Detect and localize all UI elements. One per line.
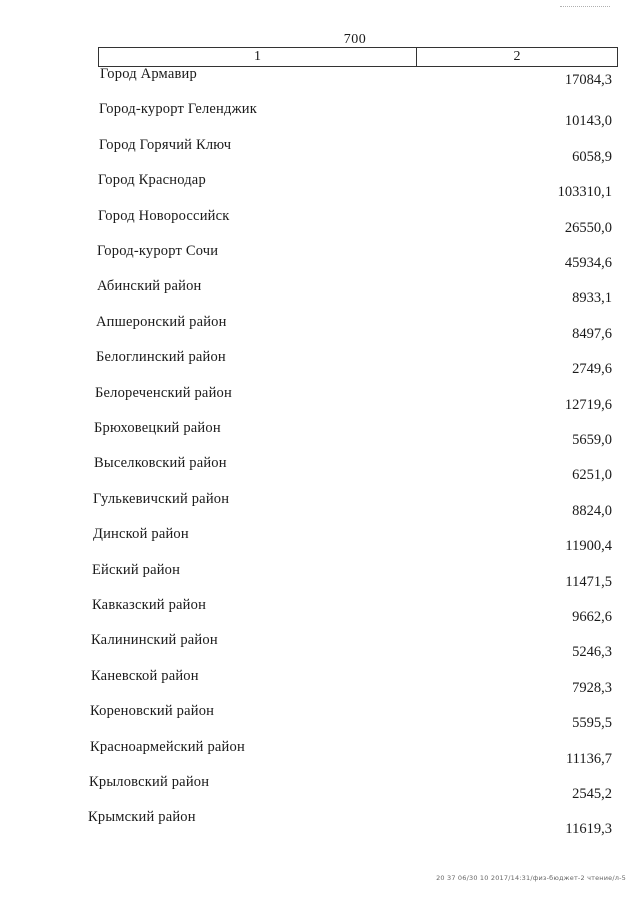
amount-value: 10143,0 xyxy=(564,113,612,130)
amount-value: 5595,5 xyxy=(572,715,612,732)
amount-value: 26550,0 xyxy=(564,219,612,236)
district-name: Брюховецкий район xyxy=(94,420,221,436)
amount-value: 2545,2 xyxy=(572,786,612,802)
table-row xyxy=(0,738,640,767)
table-row xyxy=(0,809,640,838)
amount-value: 9662,6 xyxy=(572,609,612,625)
amount-value: 11471,5 xyxy=(565,573,612,590)
table-row xyxy=(0,349,640,378)
table-row xyxy=(0,243,640,271)
amount-value: 7928,3 xyxy=(572,679,612,696)
amount-value: 8824,0 xyxy=(572,502,612,519)
table-row xyxy=(0,66,640,86)
amount-value: 5246,3 xyxy=(572,644,612,661)
table-row xyxy=(0,561,640,590)
page-number: 700 xyxy=(343,32,367,47)
amount-value: 8933,1 xyxy=(572,290,612,307)
amount-value: 8497,6 xyxy=(572,325,612,342)
district-name: Выселковский район xyxy=(94,455,227,472)
district-name: Белоглинский район xyxy=(96,349,226,366)
district-name: Город-курорт Геленджик xyxy=(99,101,258,118)
amount-value: 2749,6 xyxy=(572,361,612,378)
table-row xyxy=(0,384,640,413)
district-name: Город Армавир xyxy=(100,66,197,82)
district-name: Город Краснодар xyxy=(98,172,206,189)
table-row xyxy=(0,455,640,484)
amount-value: 12719,6 xyxy=(564,396,612,413)
district-name: Крымский район xyxy=(88,809,196,826)
amount-value: 5659,0 xyxy=(572,432,612,448)
amount-value: 6058,9 xyxy=(572,148,612,165)
table-row xyxy=(0,101,640,130)
district-name: Город Новороссийск xyxy=(98,207,230,224)
district-name: Гулькевичский район xyxy=(93,490,230,507)
district-name: Динской район xyxy=(93,526,189,543)
table-row xyxy=(0,136,640,165)
table-row xyxy=(0,172,640,201)
district-name: Кореновский район xyxy=(90,703,215,720)
table-row xyxy=(0,313,640,342)
district-name: Город Горячий Ключ xyxy=(99,136,232,153)
table-row xyxy=(0,597,640,625)
district-name: Калининский район xyxy=(91,632,218,649)
amount-value: 17084,3 xyxy=(564,72,612,88)
table-row xyxy=(0,632,640,661)
district-name: Белореченский район xyxy=(95,384,232,401)
district-name: Абинский район xyxy=(97,278,202,295)
table-row xyxy=(0,278,640,307)
column-header-2: 2 xyxy=(513,49,521,64)
district-name: Кавказский район xyxy=(92,597,207,613)
district-name: Красноармейский район xyxy=(90,738,245,755)
column-header-1: 1 xyxy=(99,48,417,66)
district-name: Город-курорт Сочи xyxy=(97,243,219,259)
table-row xyxy=(0,207,640,236)
district-name: Апшеронский район xyxy=(96,313,227,330)
district-name: Ейский район xyxy=(92,561,181,578)
table-row xyxy=(0,774,640,802)
amount-value: 45934,6 xyxy=(564,255,612,271)
table-row xyxy=(0,526,640,555)
district-name: Крыловский район xyxy=(89,774,210,790)
amount-value: 11619,3 xyxy=(565,821,612,838)
table-row xyxy=(0,667,640,696)
district-name: Каневской район xyxy=(91,667,199,684)
table-row xyxy=(0,703,640,732)
amount-value: 11900,4 xyxy=(565,538,612,555)
amount-value: 11136,7 xyxy=(565,750,612,767)
table-row xyxy=(0,420,640,448)
table-row xyxy=(0,490,640,519)
footer-stamp: 20 37 06/30 10 2017/14:31/физ-бюджет-2 чтение/л-5 xyxy=(436,874,626,882)
amount-value: 6251,0 xyxy=(572,467,612,484)
amount-value: 103310,1 xyxy=(557,184,612,201)
